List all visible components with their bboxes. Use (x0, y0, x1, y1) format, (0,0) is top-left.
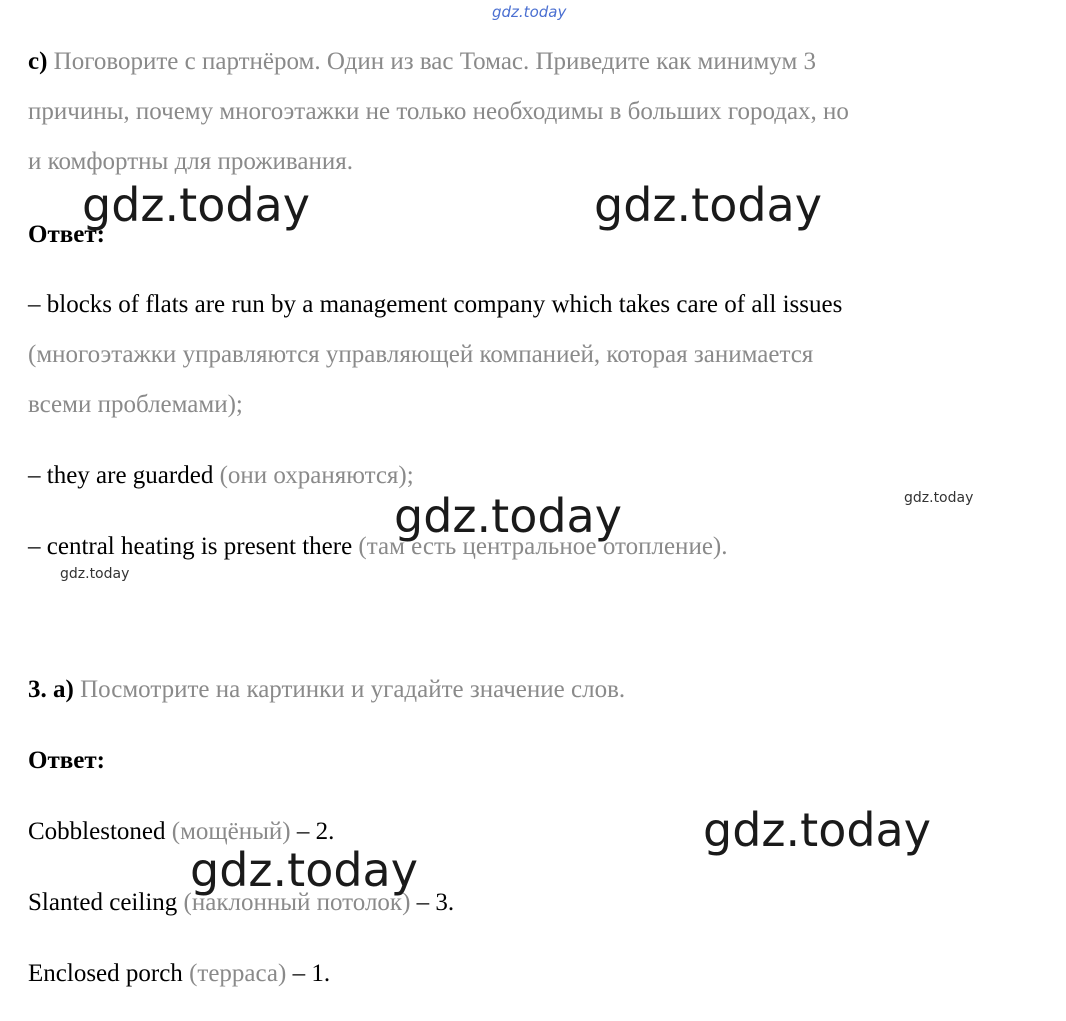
reason-1-en: – blocks of flats are run by a management company which takes care of all issues (28, 291, 843, 318)
answer-label-1: Ответ: (28, 221, 105, 248)
word-2-num: – 3. (416, 889, 455, 916)
answer-label-2: Ответ: (28, 747, 105, 774)
word-2-en: Slanted ceiling (28, 889, 178, 916)
reason-2 (28, 461, 414, 491)
watermark-big-2: gdz.today (594, 178, 822, 232)
watermark-big-4: gdz.today (703, 803, 931, 857)
section-3a (28, 675, 625, 705)
word-3 (28, 959, 330, 989)
section-3a-text: Посмотрите на картинки и угадайте значение слов. (80, 676, 626, 703)
reason-3 (28, 532, 728, 562)
section-c-text-1: Поговорите с партнёром. Один из вас Томас. Приведите как минимум 3 (53, 48, 817, 75)
section-3a-label: 3. а) (28, 676, 74, 703)
reason-1-ru-1: (многоэтажки управляются управляющей компанией, которая занимается (28, 341, 814, 368)
reason-1-ru-2: всеми проблемами); (28, 391, 243, 418)
reason-2-en: – they are guarded (28, 462, 214, 489)
section-c-line-1 (28, 47, 816, 77)
reason-3-ru: (там есть центральное отопление). (358, 533, 728, 560)
watermark-top: gdz.today (492, 3, 567, 21)
section-c-text-3: и комфортны для проживания. (28, 148, 353, 175)
watermark-big-1: gdz.today (82, 178, 310, 232)
watermark-small-2: gdz.today (60, 566, 130, 582)
watermark-small-1: gdz.today (904, 490, 974, 506)
word-3-ru: (терраса) (189, 960, 287, 987)
reason-3-en: – central heating is present there (28, 533, 353, 560)
word-3-num: – 1. (292, 960, 331, 987)
reason-2-ru: (они охраняются); (219, 462, 414, 489)
watermark-big-5: gdz.today (190, 843, 418, 897)
watermark-big-3: gdz.today (394, 489, 622, 543)
word-1-ru: (мощёный) (171, 818, 291, 845)
word-1-num: – 2. (296, 818, 335, 845)
section-c-label: c) (28, 48, 48, 75)
word-3-en: Enclosed porch (28, 960, 183, 987)
word-2-ru: (наклонный потолок) (183, 889, 411, 916)
word-1-en: Cobblestoned (28, 818, 166, 845)
section-c-text-2: причины, почему многоэтажки не только необходимы в больших городах, но (28, 98, 849, 125)
